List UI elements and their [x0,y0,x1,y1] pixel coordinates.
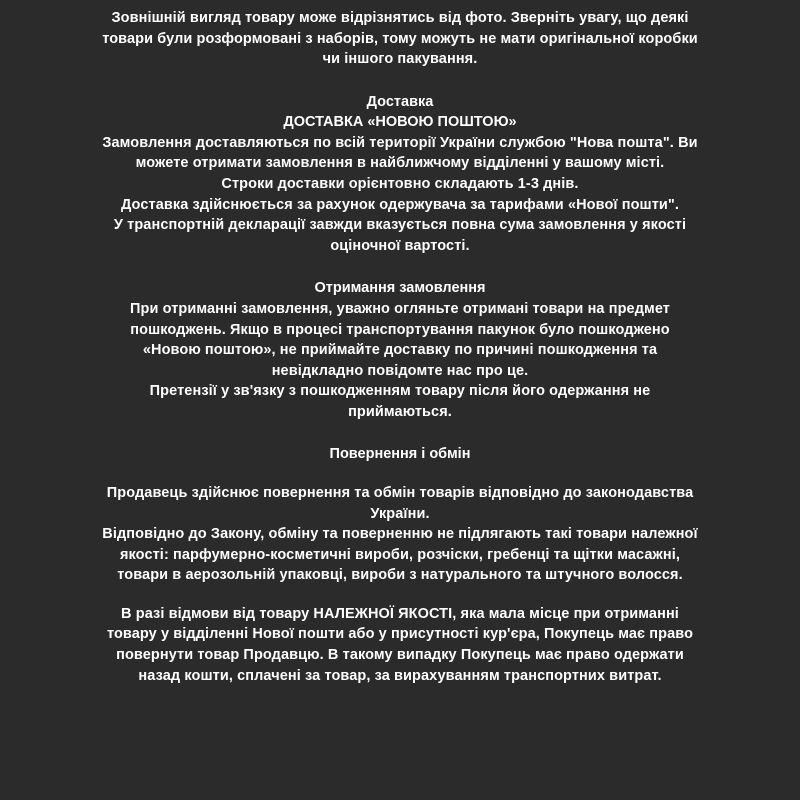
section-subheading-delivery: ДОСТАВКА «НОВОЮ ПОШТОЮ» [283,114,517,131]
intro-paragraph: Зовнішній вигляд товару може відрізнятись від фото. Зверніть увагу, що деякі товари були розформовані з наборів, тому можуть не мати оригінальної коробки чи іншого пакування. [102,10,698,68]
receiving-paragraph-1: При отриманні замовлення, уважно огляньте отримані товари на предмет пошкоджень. Якщо в процесі транспортування пакунок було пошкоджено «Новою поштою», не приймайте доставку по причині пошкодження та невідкладно повідомте нас про це. [129,300,671,379]
receiving-paragraph-2: Претензії у зв'язку з пошкодженням товару після його одержання не приймаються. [149,383,651,420]
section-returns [100,444,700,686]
delivery-paragraph-4: У транспортній декларації завжди вказується повна сума замовлення у якості оціночної вартості. [113,217,687,254]
section-delivery [100,92,700,257]
delivery-paragraph-3: Доставка здійснюється за рахунок одержувача за тарифами «Нової пошти". [120,196,680,213]
section-heading-returns: Повернення і обмін [329,446,471,463]
section-heading-receiving: Отримання замовлення [314,280,486,297]
delivery-paragraph-2: Строки доставки орієнтовно складають 1-3 днів. [221,176,579,193]
spacer [100,465,700,483]
delivery-paragraph-1: Замовлення доставляються по всій території України службою "Нова пошта". Ви можете отримати замовлення в найближчому відділенні у вашому місті. [102,134,698,172]
returns-paragraph-2: Відповідно до Закону, обміну та поверненню не підлягають такі товари належної якості: парфумерно-косметичні вироби, розчіски, гребенці та щітки масажні, товари в аерозольній упаковці, вироби з натурального та штучного волосся. [102,526,698,584]
section-receiving [100,278,700,422]
spacer [100,586,700,604]
returns-paragraph-3: В разі відмови від товару НАЛЕЖНОЇ ЯКОСТІ, яка мала місце при отриманні товару у відділенні Нової пошти або у присутності кур'єра, Покупець має право повернути товар Продавцю. В такому випадку Покупець має право одержати назад кошти, сплачені за товар, за вирахуванням транспортних витрат. [106,605,694,684]
section-heading-delivery: Доставка [366,93,434,110]
returns-paragraph-1: Продавець здійснює повернення та обмін товарів відповідно до законодавства України. [106,484,694,522]
